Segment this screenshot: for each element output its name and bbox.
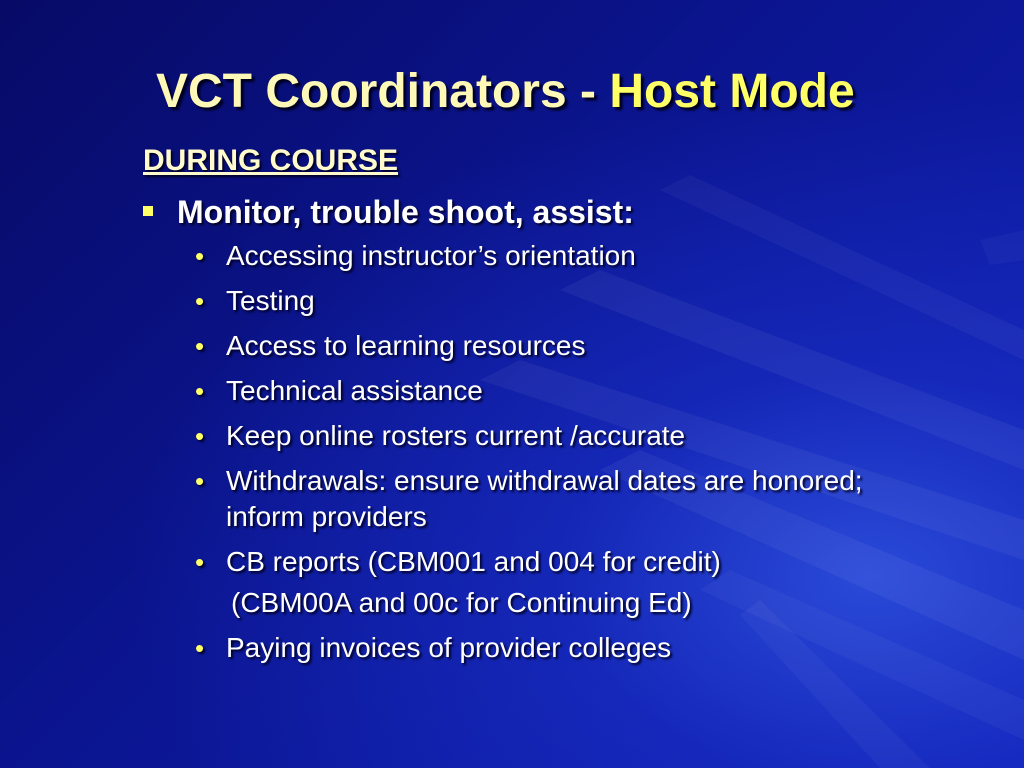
- level1-bullet: [143, 192, 634, 232]
- list-item: [193, 373, 913, 409]
- list-item: [193, 238, 913, 274]
- list-item-text: CB reports (CBM001 and 004 for credit): [226, 546, 721, 577]
- slide-title: [156, 62, 855, 122]
- bullet-icon: •: [195, 376, 205, 406]
- list-item: [193, 418, 913, 454]
- title-main: VCT Coordinators -: [156, 65, 596, 118]
- list-item: [193, 283, 913, 319]
- list-item-text: Access to learning resources: [226, 330, 586, 361]
- list-item-text: Paying invoices of provider colleges: [226, 632, 672, 663]
- list-item: [193, 630, 913, 666]
- bullet-icon: •: [195, 421, 205, 451]
- list-item-text: Technical assistance: [226, 375, 483, 406]
- bullet-icon: •: [195, 547, 205, 577]
- title-accent: Host Mode: [609, 65, 855, 118]
- bullet-icon: •: [195, 633, 205, 663]
- list-item: [193, 544, 913, 580]
- list-item: [193, 463, 913, 535]
- section-heading: DURING COURSE: [143, 144, 399, 177]
- bullet-list: [193, 238, 913, 675]
- list-item-text: (CBM00A and 00c for Continuing Ed): [231, 587, 692, 618]
- bullet-icon: •: [195, 241, 205, 271]
- level1-text: Monitor, trouble shoot, assist:: [177, 194, 634, 230]
- list-item-text: Accessing instructor’s orientation: [226, 240, 636, 271]
- square-bullet-icon: [143, 206, 153, 216]
- bullet-icon: •: [195, 286, 205, 316]
- list-item-text: Keep online rosters current /accurate: [226, 420, 686, 451]
- list-item: [193, 328, 913, 364]
- bullet-icon: •: [195, 466, 205, 496]
- list-item-text: Withdrawals: ensure withdrawal dates are honored; inform providers: [226, 465, 863, 532]
- list-item-continuation: [193, 585, 913, 621]
- list-item-text: Testing: [226, 285, 315, 316]
- bullet-icon: •: [195, 331, 205, 361]
